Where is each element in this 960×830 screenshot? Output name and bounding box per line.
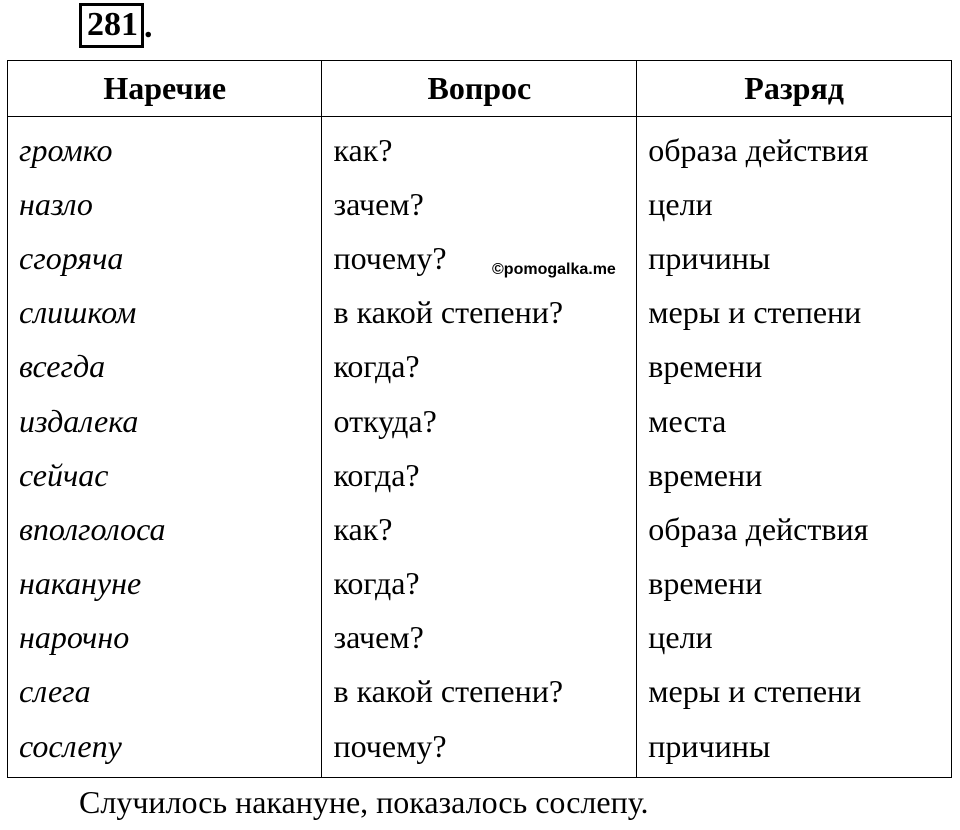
header-adverb: Наречие — [8, 61, 322, 117]
category-cell: меры и степени — [637, 286, 952, 340]
adverb-cell: накануне — [8, 557, 322, 611]
category-cell: цели — [637, 177, 952, 231]
question-cell: как? — [322, 117, 637, 178]
table-row — [8, 177, 952, 231]
question-cell: когда? — [322, 557, 637, 611]
category-cell: времени — [637, 557, 952, 611]
table-row — [8, 502, 952, 556]
table-header-row — [8, 61, 952, 117]
table-row — [8, 448, 952, 502]
adverb-cell: назло — [8, 177, 322, 231]
table-row — [8, 557, 952, 611]
task-number — [79, 4, 153, 48]
category-cell: времени — [637, 340, 952, 394]
adverb-cell: всегда — [8, 340, 322, 394]
category-cell: образа действия — [637, 502, 952, 556]
category-cell: меры и степени — [637, 665, 952, 719]
question-cell: зачем? — [322, 177, 637, 231]
question-cell: зачем? — [322, 611, 637, 665]
question-cell: почему? — [322, 231, 637, 285]
question-cell: когда? — [322, 448, 637, 502]
example-sentence: Случилось накануне, показалось сослепу. — [79, 784, 649, 820]
adverb-cell: сослепу — [8, 719, 322, 778]
adverb-cell: нарочно — [8, 611, 322, 665]
category-cell: причины — [637, 231, 952, 285]
header-category: Разряд — [637, 61, 952, 117]
header-question: Вопрос — [322, 61, 637, 117]
adverb-cell: издалека — [8, 394, 322, 448]
category-cell: причины — [637, 719, 952, 778]
question-cell: почему? — [322, 719, 637, 778]
table-row — [8, 231, 952, 285]
adverb-cell: вполголоса — [8, 502, 322, 556]
category-cell: образа действия — [637, 117, 952, 178]
adverb-table — [7, 60, 952, 778]
task-number-box: 281 — [79, 3, 144, 48]
table-row — [8, 719, 952, 778]
category-cell: времени — [637, 448, 952, 502]
question-cell: в какой степени? — [322, 665, 637, 719]
question-cell: откуда? — [322, 394, 637, 448]
table-row — [8, 340, 952, 394]
table-row — [8, 611, 952, 665]
category-cell: места — [637, 394, 952, 448]
table-row — [8, 394, 952, 448]
question-cell: в какой степени? — [322, 286, 637, 340]
adverb-cell: громко — [8, 117, 322, 178]
adverb-cell: слишком — [8, 286, 322, 340]
question-cell: как? — [322, 502, 637, 556]
adverb-cell: сгоряча — [8, 231, 322, 285]
task-number-dot: . — [144, 8, 153, 45]
table-row — [8, 665, 952, 719]
adverb-cell: сейчас — [8, 448, 322, 502]
question-cell: когда? — [322, 340, 637, 394]
table-row — [8, 117, 952, 178]
table-row — [8, 286, 952, 340]
category-cell: цели — [637, 611, 952, 665]
watermark: ©pomogalka.me — [492, 261, 616, 278]
adverb-cell: слега — [8, 665, 322, 719]
